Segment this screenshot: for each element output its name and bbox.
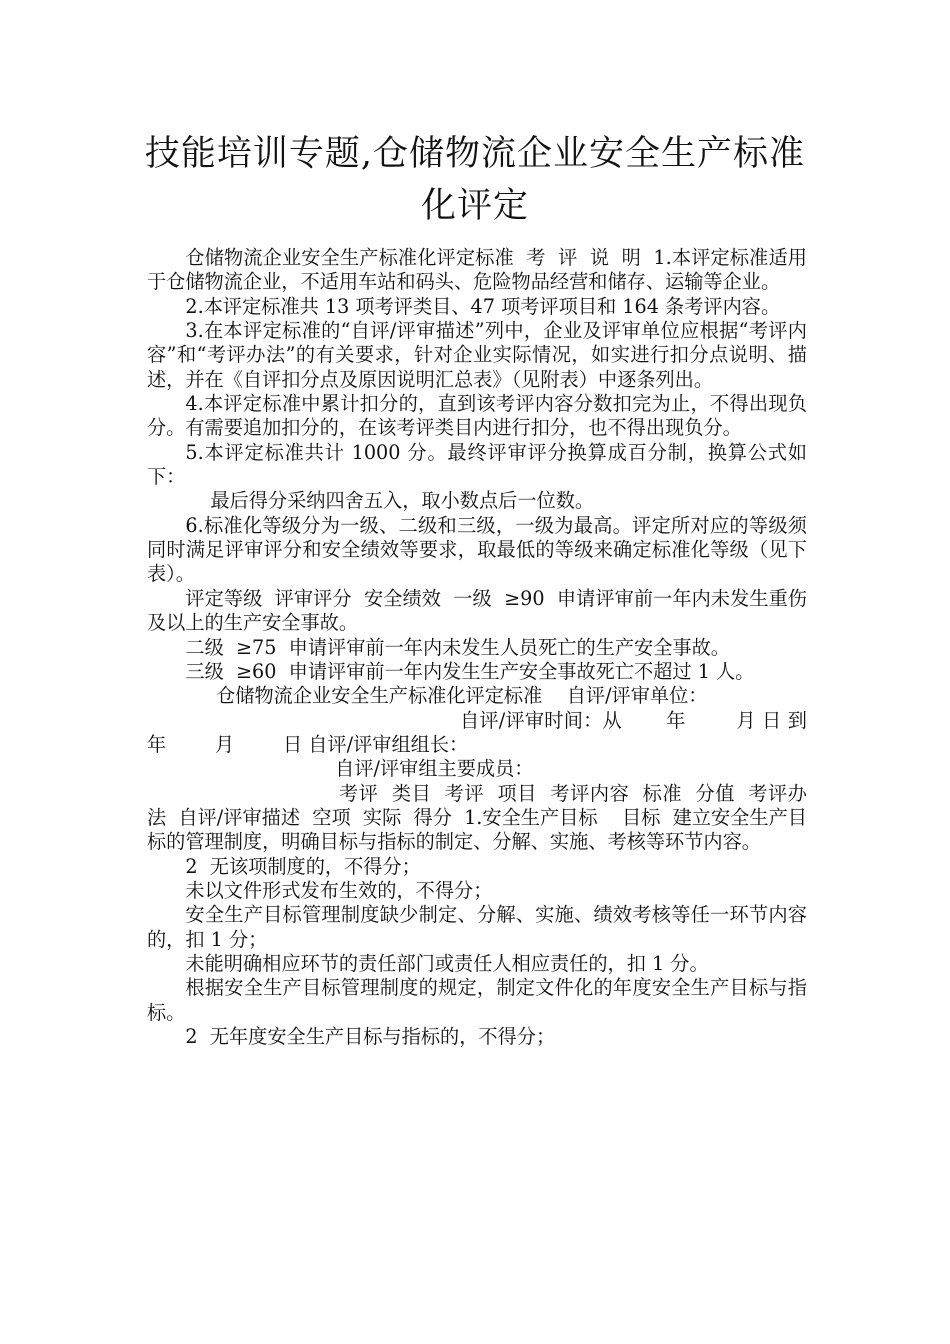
paragraph-form-header: 仓储物流企业安全生产标准化评定标准 自评/评审单位：: [216, 684, 708, 708]
paragraph-item-2: 2.本评定标准共 13 项考评类目、47 项考评项目和 164 条考评内容。: [185, 294, 781, 318]
paragraph-rule-1: 2 无该项制度的，不得分；: [185, 854, 421, 878]
document-body: [147, 246, 850, 1049]
paragraph-form-time: 自评/评审时间：从 年 月 日 到 年 月 日 自评/评审组组长：: [147, 708, 850, 756]
paragraph-rule-5: 根据安全生产目标管理制度的规定，制定文件化的年度安全生产目标与指标。: [147, 976, 807, 1024]
paragraph-intro: 仓储物流企业安全生产标准化评定标准 考 评 说 明 1.本评定标准适用于仓储物流企业，不适用车站和码头、危险物品经营和储存、运输等企业。: [147, 246, 807, 294]
paragraph-rule-3: 安全生产目标管理制度缺少制定、分解、实施、绩效考核等任一环节内容的，扣 1 分；: [147, 903, 807, 951]
paragraph-rounding: 最后得分采纳四舍五入，取小数点后一位数。: [210, 489, 595, 513]
paragraph-grade-3: 三级 ≥60 申请评审前一年内发生生产安全事故死亡不超过 1 人。: [185, 659, 755, 683]
paragraph-grade-1: 评定等级 评审评分 安全绩效 一级 ≥90 申请评审前一年内未发生重伤及以上的生产安全事故。: [147, 586, 807, 635]
paragraph-item-6: 6.标准化等级分为一级、二级和三级，一级为最高。评定所对应的等级须同时满足评审评分和安全绩效等要求，取最低的等级来确定标准化等级（见下表）。: [147, 513, 807, 586]
paragraph-rule-6: 2 无年度安全生产目标与指标的，不得分；: [185, 1025, 556, 1048]
paragraph-form-members: 自评/评审组主要成员：: [335, 757, 534, 781]
paragraph-rule-2: 未以文件形式发布生效的，不得分；: [185, 878, 493, 902]
paragraph-grade-2: 二级 ≥75 申请评审前一年内未发生人员死亡的生产安全事故。: [185, 635, 730, 659]
paragraph-item-5: 5.本评定标准共计 1000 分。最终评审评分换算成百分制，换算公式如下：: [147, 440, 807, 489]
paragraph-rule-4: 未能明确相应环节的责任部门或责任人相应责任的，扣 1 分。: [185, 951, 709, 975]
paragraph-item-4: 4.本评定标准中累计扣分的，直到该考评内容分数扣完为止，不得出现负分。有需要追加扣分的，在该考评类目内进行扣分，也不得出现负分。: [147, 392, 807, 440]
document-title: 技能培训专题,仓储物流企业安全生产标准化评定: [144, 134, 806, 226]
paragraph-item-3: 3.在本评定标准的“自评/评审描述”列中，企业及评审单位应根据“考评内容”和“考评办法”的有关要求，针对企业实际情况，如实进行扣分点说明、描述，并在《自评扣分点及原因说明汇总表》（见附表）中逐条列出。: [147, 319, 807, 391]
paragraph-table-header: 考评 类目 考评 项目 考评内容 标准 分值 考评办法 自评/评审描述 空项 实际 得分 1.安全生产目标 目标 建立安全生产目标的管理制度，明确目标与指标的制定、分解、实施、考核等环节内容。: [147, 781, 807, 854]
